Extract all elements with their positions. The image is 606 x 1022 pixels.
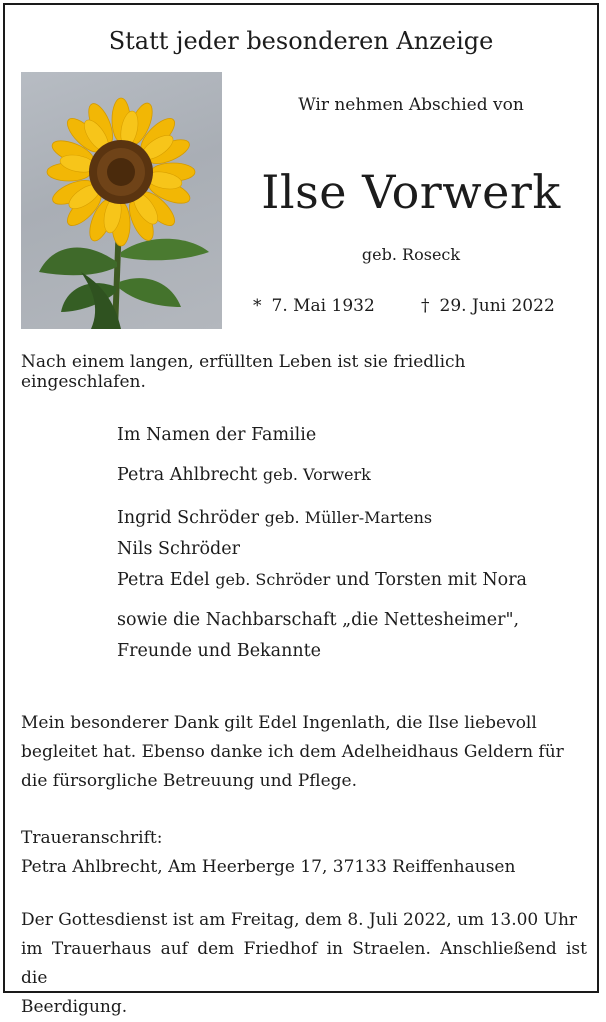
family-line-6: Freunde und Bekannte — [117, 641, 322, 661]
family-member-rest: und Torsten mit Nora — [335, 570, 527, 590]
sunflower-photo — [21, 72, 222, 329]
intro-text: Wir nehmen Abschied von — [298, 95, 524, 115]
address-value: Petra Ahlbrecht, Am Heerberge 17, 37133 Reiffenhausen — [21, 857, 516, 877]
birth-date-value: 7. Mai 1932 — [271, 296, 375, 316]
family-member-name: Ingrid Schröder — [117, 508, 259, 528]
service-line-2: im Trauerhaus auf dem Friedhof in Straelen. Anschließend ist die — [21, 939, 587, 988]
family-intro: Im Namen der Familie — [117, 425, 317, 445]
service-line-3: Beerdigung. — [21, 997, 128, 1017]
family-member-geb: geb. Schröder — [215, 570, 331, 589]
family-line-2 — [117, 508, 587, 528]
address-label: Traueranschrift: — [21, 828, 163, 848]
family-member-geb: geb. Müller-Martens — [264, 508, 433, 527]
family-line-1 — [117, 465, 587, 485]
family-member-geb: geb. Vorwerk — [262, 465, 371, 484]
thanks-paragraph — [21, 709, 587, 796]
service-line-1: Der Gottesdienst ist am Freitag, dem 8. Juli 2022, um 13.00 Uhr — [21, 910, 578, 930]
death-cross-icon: † — [421, 296, 430, 316]
sunflower-icon — [21, 72, 222, 329]
maiden-name: geb. Roseck — [361, 245, 461, 264]
family-line-5: sowie die Nachbarschaft „die Nettesheimer", — [117, 610, 520, 630]
thanks-line-1: Mein besonderer Dank gilt Edel Ingenlath, die Ilse liebevoll — [21, 713, 537, 733]
obituary-notice — [3, 3, 599, 1017]
deceased-name: Ilse Vorwerk — [261, 165, 561, 219]
family-line-4 — [117, 570, 587, 590]
headline: Statt jeder besonderen Anzeige — [108, 27, 494, 55]
family-line-3: Nils Schröder — [117, 539, 240, 559]
service-paragraph — [21, 906, 587, 1022]
death-date-value: 29. Juni 2022 — [439, 296, 555, 316]
lead-sentence: Nach einem langen, erfüllten Leben ist sie friedlich eingeschlafen. — [21, 352, 466, 392]
birth-date — [253, 296, 375, 316]
family-member-name: Petra Ahlbrecht — [117, 465, 258, 485]
death-date — [421, 296, 555, 316]
thanks-line-2: begleitet hat. Ebenso danke ich dem Adelheidhaus Geldern für — [21, 742, 564, 762]
thanks-line-3: die fürsorgliche Betreuung und Pflege. — [21, 771, 357, 791]
family-member-name: Petra Edel — [117, 570, 210, 590]
birth-star-icon: * — [253, 296, 262, 316]
